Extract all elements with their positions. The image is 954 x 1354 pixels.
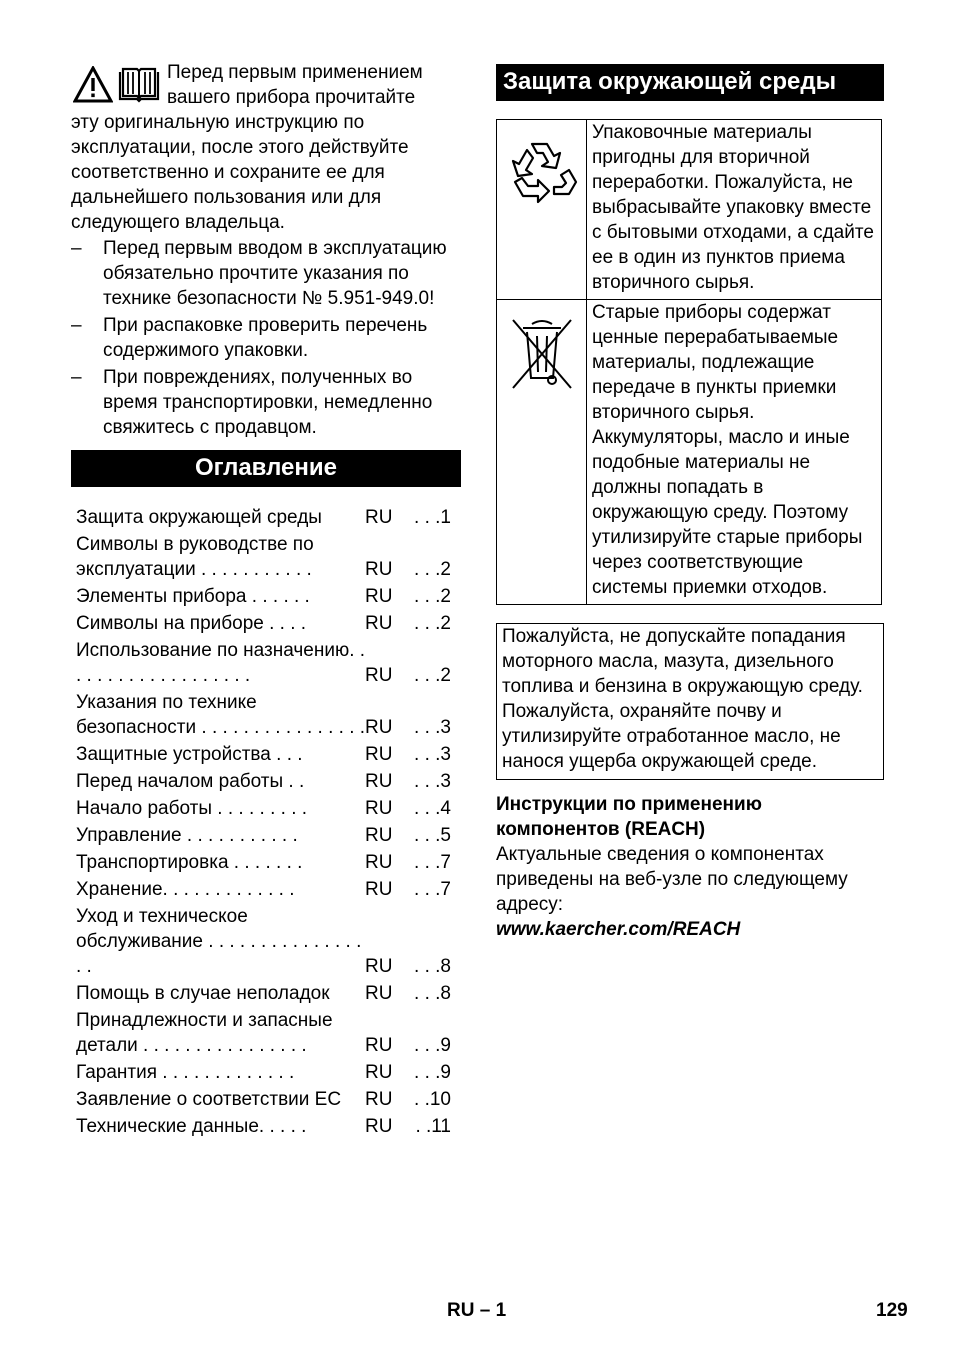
- reach-text: Актуальные сведения о компонентах приведены на веб-узле по следующему адресу:: [496, 844, 848, 915]
- toc-item[interactable]: Защита окружающей среды RU . . .1: [76, 507, 451, 528]
- list-item: – Перед первым вводом в эксплуатацию обязательно прочтите указания по технике безопасности № 5.951-949.0!: [71, 238, 447, 309]
- toc-item[interactable]: Защитные устройства . . . RU . . .3: [76, 744, 451, 765]
- intro-line-2: вашего прибора прочитайте: [167, 87, 416, 108]
- toc-item[interactable]: Управление . . . . . . . . . . . RU . . .5: [76, 825, 451, 846]
- reach-link[interactable]: www.kaercher.com/REACH: [496, 919, 741, 940]
- manual-book-icon: [117, 66, 161, 104]
- toc-item[interactable]: Хранение. . . . . . . . . . . . . RU . . .7: [76, 879, 451, 900]
- environment-heading: Защита окружающей среды: [496, 64, 884, 101]
- toc-item[interactable]: Использование по назначению. . . . . . . . . . . . . . . . . . . RU . . .2: [76, 640, 451, 686]
- right-column: [496, 64, 884, 942]
- intro-bullet-list: [71, 236, 461, 440]
- toc-item[interactable]: Технические данные. . . . . RU . .11: [76, 1116, 451, 1137]
- toc-heading: Оглавление: [71, 450, 461, 487]
- left-column: [71, 60, 461, 1141]
- list-item: – При распаковке проверить перечень содержимого упаковки.: [71, 315, 428, 361]
- icon-cell: [497, 300, 587, 605]
- toc-item[interactable]: Заявление о соответствии ЕС RU . .10: [76, 1089, 451, 1110]
- table-of-contents: [71, 505, 461, 1139]
- icon-cell: [497, 120, 587, 300]
- toc-item[interactable]: Элементы прибора . . . . . . RU . . .2: [76, 586, 451, 607]
- intro-rest: эту оригинальную инструкцию по эксплуатации, после этого действуйте соответственно и сохраните ее для дальнейшего пользования или для следующего владельца.: [71, 112, 409, 233]
- warning-triangle-icon: [73, 66, 113, 104]
- disposal-text: Старые приборы содержат ценные перерабатываемые материалы, подлежащие передаче в пункты приемки вторичного сырья. Аккумуляторы, масло и иные подобные материалы не должны попадать в окружающую среду. Поэтому утилизируйте старые приборы через соответствующие системы приемки отходов.: [587, 300, 882, 605]
- crossed-bin-icon: [507, 314, 577, 394]
- toc-item[interactable]: Начало работы . . . . . . . . . RU . . .4: [76, 798, 451, 819]
- toc-item[interactable]: Транспортировка . . . . . . . RU . . .7: [76, 852, 451, 873]
- page-number: 129: [876, 1300, 908, 1321]
- table-row: [497, 300, 882, 605]
- intro-section: [71, 60, 461, 235]
- toc-item[interactable]: Символы на приборе . . . . RU . . .2: [76, 613, 451, 634]
- intro-line-1: Перед первым применением: [167, 62, 423, 83]
- toc-item[interactable]: Принадлежности и запасные детали . . . . . . . . . . . . . . . . RU . . .9: [76, 1010, 451, 1056]
- toc-item[interactable]: Символы в руководстве по эксплуатации . . . . . . . . . . . RU . . .2: [76, 534, 451, 580]
- reach-heading: Инструкции по применению компонентов (REACH): [496, 794, 762, 840]
- oil-notice-box: Пожалуйста, не допускайте попадания моторного масла, мазута, дизельного топлива и бензина в окружающую среду. Пожалуйста, охраняйте почву и утилизируйте отработанное масло, не нанося ущерба окружающей среде.: [496, 623, 884, 780]
- recycling-text: Упаковочные материалы пригодны для вторичной переработки. Пожалуйста, не выбрасывайте упаковку вместе с бытовыми отходами, а сдайте ее в один из пунктов приема вторичного сырья.: [587, 120, 882, 300]
- toc-item[interactable]: Уход и техническое обслуживание . . . . . . . . . . . . . . . . . RU . . .8: [76, 906, 451, 977]
- toc-item[interactable]: Помощь в случае неполадок RU . . .8: [76, 983, 451, 1004]
- toc-item[interactable]: Перед началом работы . . RU . . .3: [76, 771, 451, 792]
- list-item: – При повреждениях, полученных во время транспортировки, немедленно свяжитесь с продавцом.: [71, 367, 433, 438]
- footer-section-label: RU – 1: [447, 1300, 507, 1321]
- intro-icons: [73, 66, 161, 106]
- toc-item[interactable]: Указания по технике безопасности . . . . . . . . . . . . . . . . RU . . .3: [76, 692, 451, 738]
- environment-table: [496, 119, 882, 605]
- recycling-icon: [502, 132, 582, 212]
- table-row: [497, 120, 882, 300]
- toc-item[interactable]: Гарантия . . . . . . . . . . . . . RU . . .9: [76, 1062, 451, 1083]
